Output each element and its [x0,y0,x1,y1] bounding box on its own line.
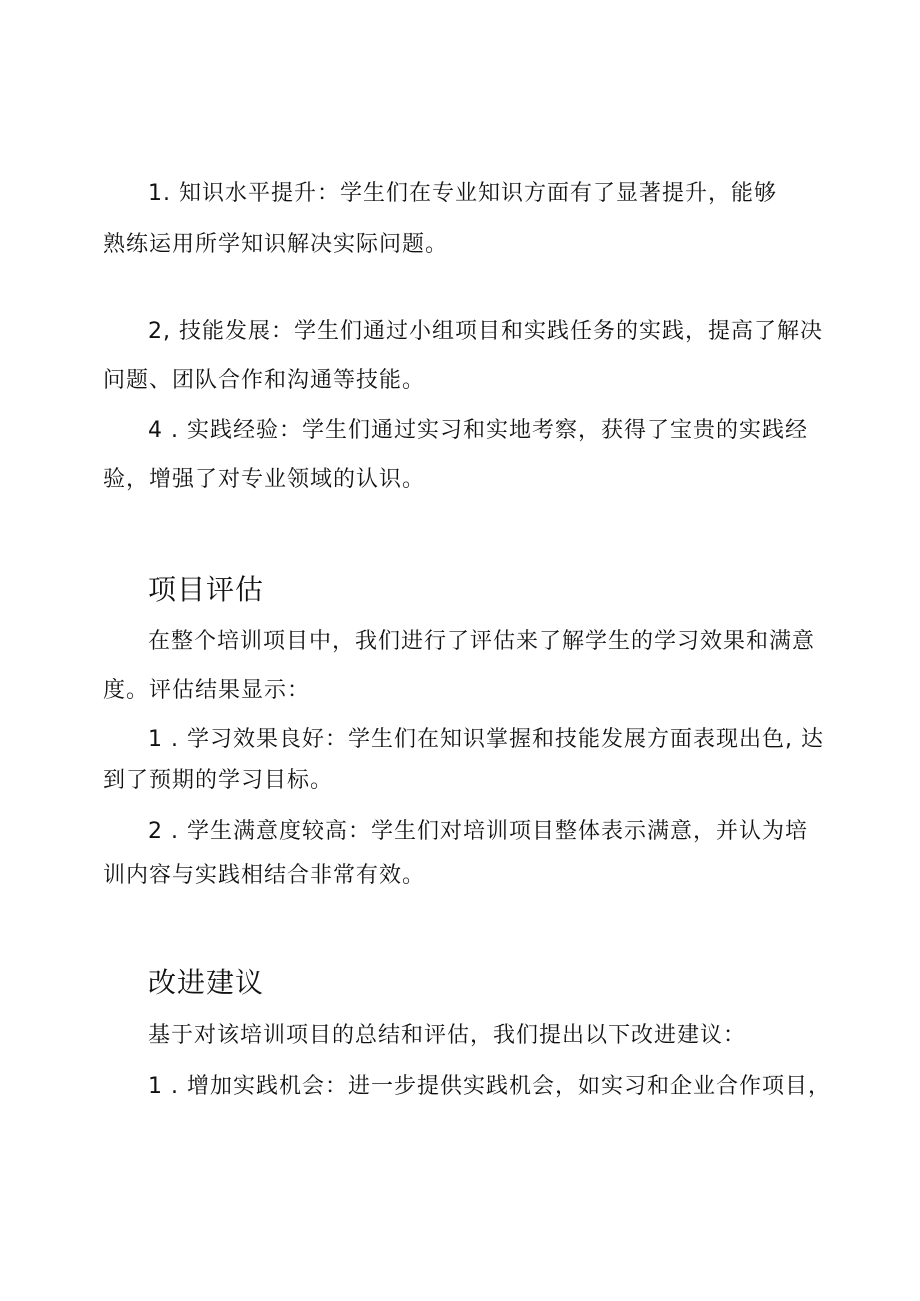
evaluation-item-2-line-1: 2 . 学生满意度较高：学生们对培训项目整体表示满意，并认为培 [148,819,808,844]
result-item-1-line-2: 熟练运用所学知识解决实际问题。 [103,232,449,257]
result-item-1-line-1: 1. 知识水平提升：学生们在专业知识方面有了显著提升，能够 [148,181,777,206]
evaluation-item-2-line-2: 训内容与实践相结合非常有效。 [103,863,426,888]
section-heading-improvement: 改进建议 [148,966,265,999]
evaluation-intro-line-1: 在整个培训项目中，我们进行了评估来了解学生的学习效果和满意 [148,629,816,654]
evaluation-item-1-line-1: 1 . 学习效果良好：学生们在知识掌握和技能发展方面表现出色, 达 [148,727,824,752]
evaluation-item-1-line-2: 到了预期的学习目标。 [103,768,334,793]
improvement-intro-line-1: 基于对该培训项目的总结和评估，我们提出以下改进建议： [148,1023,747,1048]
result-item-2-line-2: 问题、团队合作和沟通等技能。 [103,368,426,393]
improvement-item-1-line-1: 1 . 增加实践机会：进一步提供实践机会，如实习和企业合作项目， [148,1074,831,1099]
section-heading-evaluation: 项目评估 [148,573,265,606]
result-item-2-line-1: 2, 技能发展：学生们通过小组项目和实践任务的实践，提高了解决 [148,319,823,344]
result-item-3-line-2: 验，增强了对专业领域的认识。 [103,467,426,492]
result-item-3-line-1: 4 . 实践经验：学生们通过实习和实地考察，获得了宝贵的实践经 [148,418,808,443]
evaluation-intro-line-2: 度。评估结果显示： [103,678,311,703]
